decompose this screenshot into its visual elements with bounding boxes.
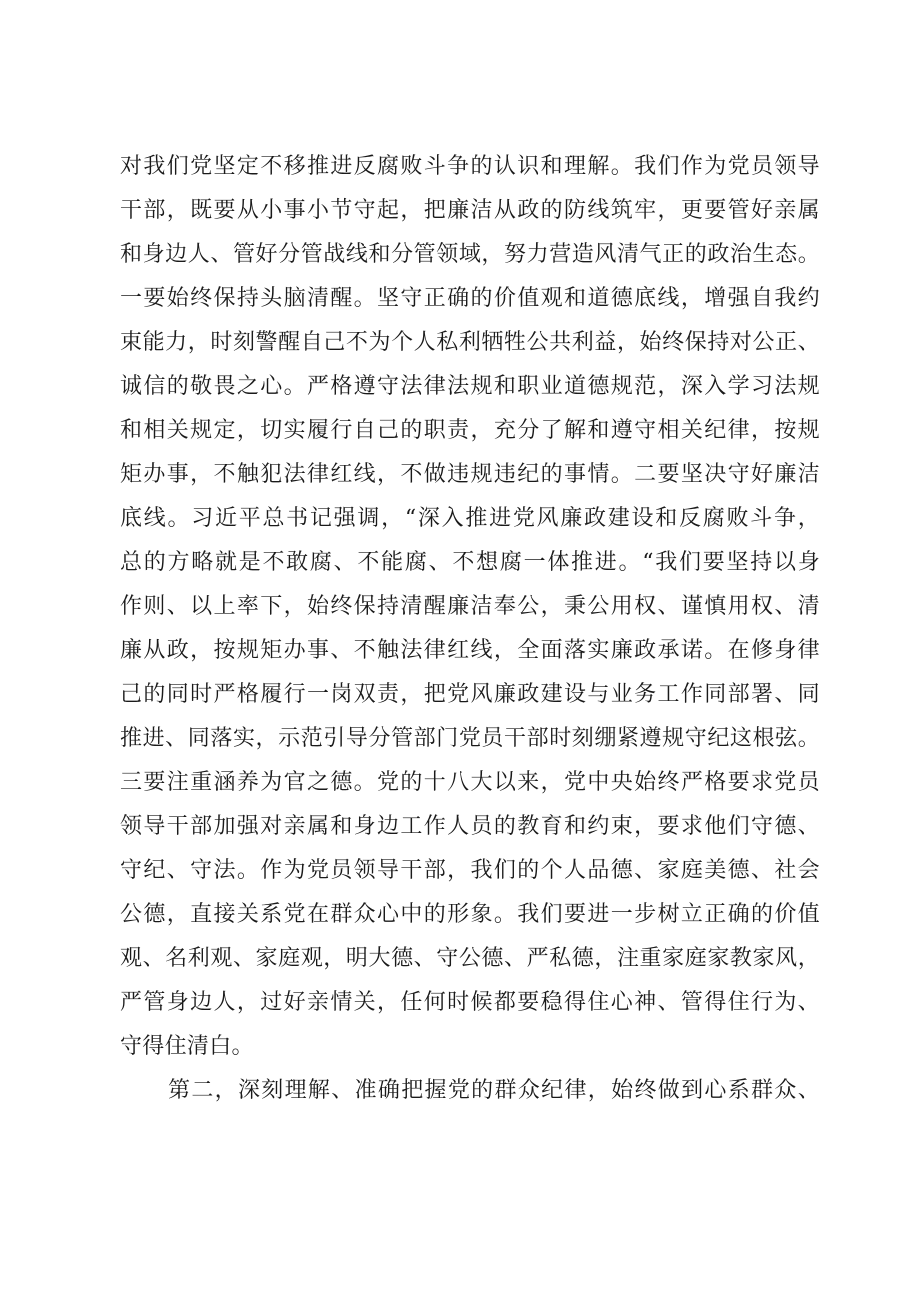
paragraph-2-first-line: 第二，深刻理解、准确把握党的群众纪律，始终做到心系群众、 [168, 1078, 820, 1103]
text-line: 守得住清白。 [120, 1034, 254, 1059]
text-line: 推进、同落实，示范引导分管部门党员干部时刻绷紧遵规守纪这根弦。 [120, 726, 820, 751]
text-line: 公德，直接关系党在群众心中的形象。我们要进一步树立正确的价值 [120, 902, 820, 927]
text-line: 三要注重涵养为官之德。党的十八大以来，党中央始终严格要求党员 [120, 770, 820, 795]
text-line: 领导干部加强对亲属和身边工作人员的教育和约束，要求他们守德、 [120, 814, 820, 839]
text-line: 对我们党坚定不移推进反腐败斗争的认识和理解。我们作为党员领导 [120, 154, 820, 179]
text-line: 守纪、守法。作为党员领导干部，我们的个人品德、家庭美德、社会 [120, 858, 820, 883]
text-line: 和相关规定，切实履行自己的职责，充分了解和遵守相关纪律，按规 [120, 418, 820, 443]
text-line: 己的同时严格履行一岗双责，把党风廉政建设与业务工作同部署、同 [120, 682, 820, 707]
text-line: 观、名利观、家庭观，明大德、守公德、严私德，注重家庭家教家风， [120, 946, 820, 971]
text-line: 诚信的敬畏之心。严格遵守法律法规和职业道德规范，深入学习法规 [120, 374, 820, 399]
text-line: 廉从政，按规矩办事、不触法律红线，全面落实廉政承诺。在修身律 [120, 638, 820, 663]
text-line: 严管身边人，过好亲情关，任何时候都要稳得住心神、管得住行为、 [120, 990, 820, 1015]
text-line: 作则、以上率下，始终保持清醒廉洁奉公，秉公用权、谨慎用权、清 [120, 594, 820, 619]
text-line: 和身边人、管好分管战线和分管领域，努力营造风清气正的政治生态。 [120, 242, 820, 267]
text-line: 束能力，时刻警醒自己不为个人私利牺牲公共利益，始终保持对公正、 [120, 330, 820, 355]
text-line: 一要始终保持头脑清醒。坚守正确的价值观和道德底线，增强自我约 [120, 286, 820, 311]
text-line: 干部，既要从小事小节守起，把廉洁从政的防线筑牢，更要管好亲属 [120, 198, 820, 223]
text-line: 矩办事，不触犯法律红线，不做违规违纪的事情。二要坚决守好廉洁 [120, 462, 820, 487]
body-text [120, 145, 820, 1113]
text-line: 总的方略就是不敢腐、不能腐、不想腐一体推进。“我们要坚持以身 [120, 550, 820, 575]
text-line: 底线。习近平总书记强调，“深入推进党风廉政建设和反腐败斗争， [120, 506, 820, 531]
